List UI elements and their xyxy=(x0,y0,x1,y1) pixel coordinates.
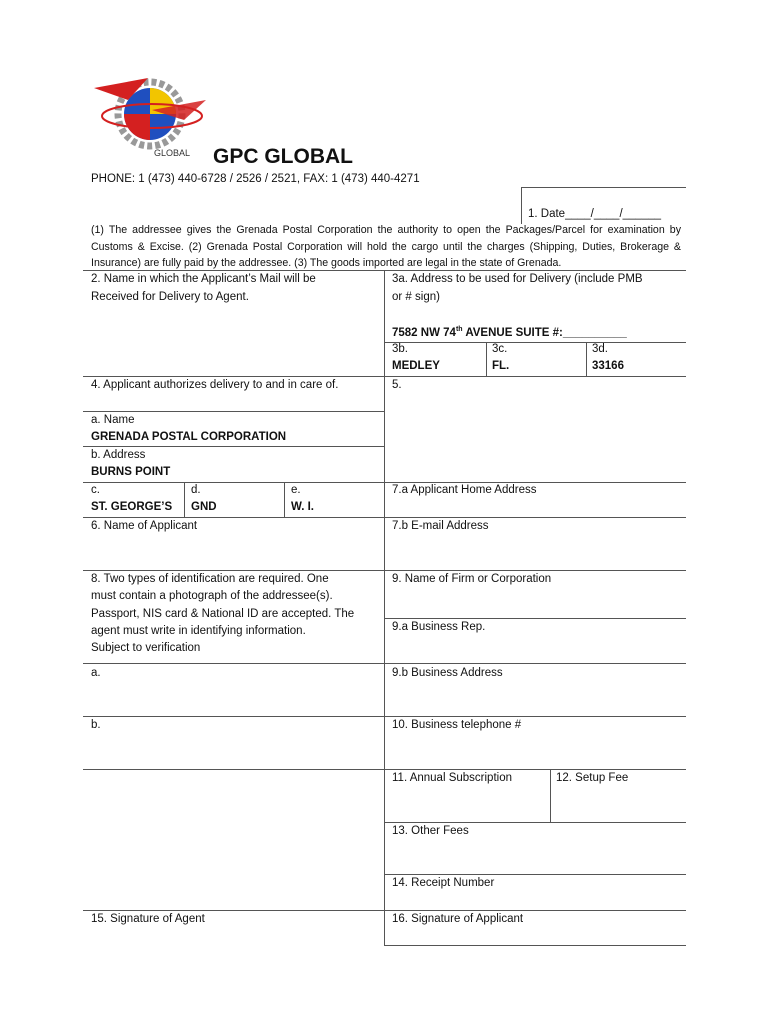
field-b-value: BURNS POINT xyxy=(91,466,171,478)
field-3d-value: 33166 xyxy=(592,360,624,372)
field-8-label-4: agent must write in identifying information. xyxy=(91,625,306,637)
field-9a-label: 9.a Business Rep. xyxy=(392,621,486,633)
logo-text: GLOBAL xyxy=(154,148,191,158)
field-3d-label: 3d. xyxy=(592,343,608,355)
field-3b-label: 3b. xyxy=(392,343,408,355)
field-3c-label: 3c. xyxy=(492,343,508,355)
field-16-label: 16. Signature of Applicant xyxy=(392,913,524,925)
field-9b-label: 9.b Business Address xyxy=(392,667,503,679)
field-2-label: 2. Name in which the Applicant’s Mail will be xyxy=(91,273,316,285)
field-11-label: 11. Annual Subscription xyxy=(392,772,512,784)
company-title: GPC GLOBAL xyxy=(213,145,353,168)
id-b-label: b. xyxy=(91,719,101,731)
field-3b-value: MEDLEY xyxy=(392,360,440,372)
field-13-label: 13. Other Fees xyxy=(392,825,469,837)
field-5-label: 5. xyxy=(392,379,402,391)
field-3a-label: 3a. Address to be used for Delivery (include PMB xyxy=(392,273,643,285)
field-9-label: 9. Name of Firm or Corporation xyxy=(392,573,552,585)
field-a-value: GRENADA POSTAL CORPORATION xyxy=(91,431,287,443)
notice-text: (1) The addressee gives the Grenada Postal Corporation the authority to open the Packages/Parcel for examination by Customs & Excise. (2) Grenada Postal Corporation will hold the cargo until the charges (Shipping, Duties, Brokerage & Insurance) are fully paid by the addressee. (3) The goods imported are legal in the state of Grenada. xyxy=(91,224,681,269)
field-e-value: W. I. xyxy=(291,501,314,513)
field-14-label: 14. Receipt Number xyxy=(392,877,495,889)
id-a-label: a. xyxy=(91,667,101,679)
contact-line: PHONE: 1 (473) 440-6728 / 2526 / 2521, FAX: 1 (473) 440-4271 xyxy=(91,173,420,185)
field-c-value: ST. GEORGE’S xyxy=(91,501,173,513)
date-field[interactable]: 1. Date____/____/______ xyxy=(528,208,662,220)
field-e-label: e. xyxy=(291,484,301,496)
field-a-label: a. Name xyxy=(91,414,135,426)
field-2-label-2: Received for Delivery to Agent. xyxy=(91,291,249,303)
field-8-label-2: must contain a photograph of the addressee(s). xyxy=(91,590,333,602)
field-4-label: 4. Applicant authorizes delivery to and in care of. xyxy=(91,379,339,391)
field-6-label: 6. Name of Applicant xyxy=(91,520,198,532)
field-3a-label-2: or # sign) xyxy=(392,291,440,303)
field-15-label: 15. Signature of Agent xyxy=(91,913,205,925)
field-b-label: b. Address xyxy=(91,449,146,461)
field-7a-label: 7.a Applicant Home Address xyxy=(392,484,537,496)
field-12-label: 12. Setup Fee xyxy=(556,772,629,784)
field-d-value: GND xyxy=(191,501,217,513)
field-8-label-3: Passport, NIS card & National ID are accepted. The xyxy=(91,608,355,620)
field-8-label-5: Subject to verification xyxy=(91,642,201,654)
gpc-logo xyxy=(92,70,212,160)
field-c-label: c. xyxy=(91,484,100,496)
field-10-label: 10. Business telephone # xyxy=(392,719,522,731)
field-8-label: 8. Two types of identification are required. One xyxy=(91,573,329,585)
field-d-label: d. xyxy=(191,484,201,496)
field-7b-label: 7.b E-mail Address xyxy=(392,520,489,532)
field-3c-value: FL. xyxy=(492,360,510,372)
delivery-address: 7582 NW 74th AVENUE SUITE #:__________ xyxy=(392,326,627,339)
